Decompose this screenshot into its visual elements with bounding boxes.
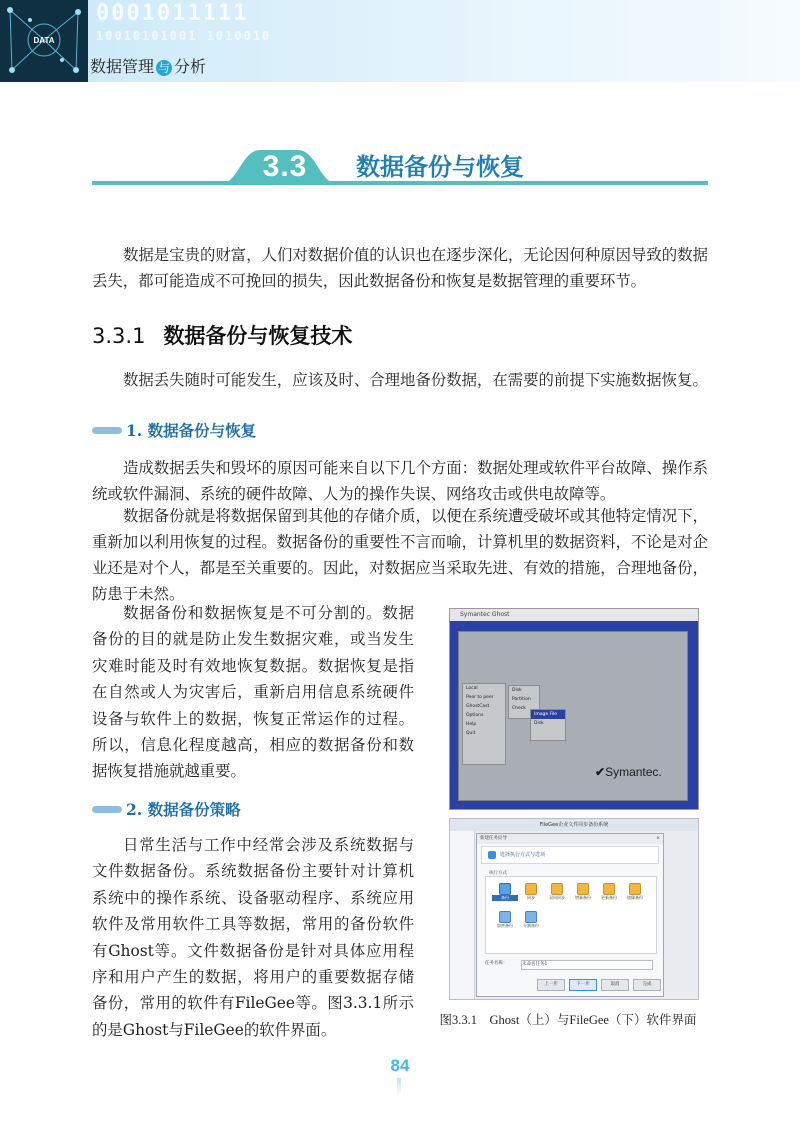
prev-button[interactable]: 上一步 (537, 979, 565, 991)
ghost-window-title: Symantec Ghost (460, 611, 510, 618)
incremental-icon (577, 883, 589, 895)
mode-option[interactable] (570, 883, 596, 901)
subsection-title: 数据备份与恢复技术 (163, 324, 353, 348)
running-head-a: 数据管理 (90, 57, 155, 76)
mode-option[interactable] (596, 883, 622, 901)
subsection-heading (92, 320, 352, 350)
task-name-row (485, 960, 655, 970)
finish-button[interactable]: 完成 (633, 979, 661, 991)
figure-caption: 图3.3.1 Ghost（上）与FileGee（下）软件界面 (439, 1013, 697, 1027)
network-icon (0, 0, 88, 82)
running-head-yu: 与 (158, 61, 171, 75)
filegee-sidebar (450, 831, 475, 999)
update-icon (603, 883, 615, 895)
binary-line-1: 0001011111 (96, 1, 249, 26)
wizard-step-title: 选择执行方式与选项 (500, 852, 546, 858)
encrypt-icon (499, 911, 511, 923)
symantec-logo (595, 765, 662, 779)
mode-label: 备份 (492, 895, 518, 901)
part1-paragraph-2: 数据备份就是将数据保留到其他的存储介质，以便在系统遭受破坏或其他特定情况下，重新加以利用恢复的过程。数据备份的重要性不言而喻，计算机里的数据资料，不论是对企业还是对个人，都是至关重要的。因此，对数据应当采取先进、有效的措施，合理地备份，防患于未然。 (92, 507, 708, 603)
ghost-menu-item[interactable]: Disk (512, 688, 522, 693)
filegee-wizard-dialog (476, 833, 664, 997)
cancel-button[interactable]: 取消 (601, 979, 629, 991)
mode-group-label: 执行方式 (489, 871, 507, 876)
running-head (90, 54, 206, 77)
wizard-buttons (537, 979, 661, 991)
backup-icon (499, 883, 511, 895)
mode-option[interactable] (518, 911, 544, 929)
page-number-bar (397, 1078, 401, 1096)
ghost-menu-item[interactable]: Disk (534, 721, 544, 726)
subsection-number: 3.3.1 (92, 324, 146, 348)
mode-label: 加密备份 (497, 923, 513, 928)
ghost-menu-item[interactable]: Check (512, 706, 526, 711)
part1-paragraph-1: 造成数据丢失和毁坏的原因可能来自以下几个方面：数据处理或软件平台故障、操作系统或软件漏洞、系统的硬件故障、人为的操作失误、网络攻击或供电故障等。 (92, 459, 708, 503)
mode-group (485, 876, 657, 954)
mode-label: 增量备份 (575, 895, 591, 900)
ghost-main-menu (462, 683, 506, 765)
mode-label: 更新备份 (601, 895, 617, 900)
section-title: 数据备份与恢复 (356, 153, 524, 181)
binary-decoration (96, 1, 272, 46)
mode-label: 双向同步 (549, 895, 565, 900)
ghost-screenshot (449, 608, 699, 810)
part1-heading-text: 1. 数据备份与恢复 (126, 421, 257, 440)
data-logo (0, 0, 88, 82)
ghost-menu-item[interactable]: Peer to peer (466, 695, 494, 700)
mode-option[interactable] (622, 883, 648, 901)
mode-option[interactable] (492, 911, 518, 929)
running-head-b: 分析 (174, 57, 207, 76)
filegee-titlebar: FileGee企业文件同步备份系统 (450, 819, 698, 831)
heading-bar-icon (92, 806, 122, 813)
part1-paragraph-3: 数据备份和数据恢复是不可分割的。数据备份的目的就是防止发生数据灾难，或当发生灾难时能及时有效地恢复数据。数据恢复是指在自然或人为灾害后，重新启用信息系统硬件设备与软件上的数据，恢复正常运作的过程。所以，信息化程度越高，相应的数据备份和数据恢复措施就越重要。 (92, 604, 414, 781)
mode-option[interactable] (492, 883, 518, 901)
mode-option[interactable] (518, 883, 544, 901)
split-icon (525, 911, 537, 923)
sync-icon (525, 883, 537, 895)
ghost-menu-item-selected[interactable]: Image File (531, 710, 565, 719)
task-name-label: 任务名称： (485, 961, 508, 966)
task-name-input[interactable]: 未命名任务1 (521, 960, 653, 970)
ghost-menu-item[interactable]: Help (466, 722, 477, 727)
checkmark-icon: ✔ (595, 765, 606, 779)
mode-option[interactable] (544, 883, 570, 901)
wizard-title-text: 新建任务向导 (480, 836, 507, 841)
wizard-step-header (481, 846, 659, 864)
part2-heading (92, 797, 241, 821)
subsection-lead: 数据丢失随时可能发生，应该及时、合理地备份数据，在需要的前提下实施数据恢复。 (123, 371, 708, 389)
mode-label: 同步 (527, 895, 535, 900)
section-number: 3.3 (262, 150, 308, 183)
ghost-menu-item[interactable]: Partition (512, 697, 531, 702)
symantec-brand-text: Symantec. (605, 765, 662, 779)
ghost-submenu-check (530, 709, 566, 741)
binary-line-2: 10010101001 1010010 (96, 29, 272, 43)
wizard-icon (488, 851, 496, 859)
part2-paragraph-1: 日常生活与工作中经常会涉及系统数据与文件数据备份。系统数据备份主要针对计算机系统中的操作系统、设备驱动程序、系统应用软件及常用软件工具等数据，常用的备份软件有Ghost等。文件数据备份是针对具体应用程序和用户产生的数据，将用户的重要数据存储备份，常用的软件有FileGee等。图3.3.1所示的是Ghost与FileGee的软件界面。 (92, 836, 414, 1039)
ghost-menu-item[interactable]: Local (466, 686, 478, 691)
page-number: 84 (390, 1056, 410, 1075)
part2-heading-text: 2. 数据备份策略 (126, 800, 241, 819)
logo-text: DATA (33, 36, 55, 45)
two-way-sync-icon (551, 883, 563, 895)
heading-bar-icon (92, 427, 122, 434)
ghost-titlebar (450, 609, 698, 621)
intro-paragraph: 数据是宝贵的财富，人们对数据价值的认识也在逐步深化，无论因何种原因导致的数据丢失，都可能造成不可挽回的损失，因此数据备份和恢复是数据管理的重要环节。 (92, 246, 708, 290)
ghost-menu-item[interactable]: Quit (466, 731, 476, 736)
next-button[interactable]: 下一步 (569, 979, 597, 991)
filegee-screenshot (449, 818, 699, 1000)
ghost-menu-item[interactable]: GhostCast (466, 704, 490, 709)
part1-heading (92, 418, 256, 442)
mode-label: 分割备份 (523, 923, 539, 928)
mode-label: 镜像备份 (627, 895, 643, 900)
close-icon[interactable]: × (656, 836, 660, 841)
wizard-title (477, 834, 663, 844)
mirror-icon (629, 883, 641, 895)
ghost-menu-item[interactable]: Options (466, 713, 484, 718)
